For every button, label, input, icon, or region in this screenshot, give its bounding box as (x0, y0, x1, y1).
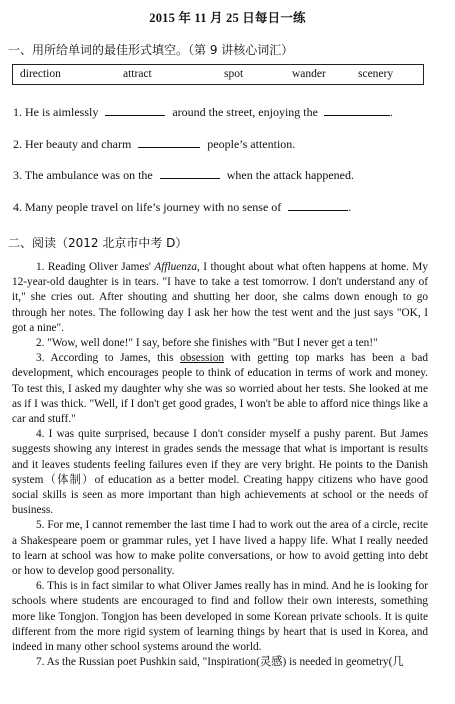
question-4: 4. Many people travel on life’s journey with no sense of . (13, 200, 352, 214)
section1-heading: 一、用所给单词的最佳形式填空。（第 9 讲核心词汇） (8, 43, 294, 57)
paragraph-2: 2. "Wow, well done!" I say, before she finishes with "But I never get a ten!" (36, 337, 378, 350)
paragraph-3: 3. According to James, this obsession with getting top marks has been a bad development, which encourages people to think of education in terms of work and money. To test this, I asked my daughter why she was so worried about her tests. She looked at me as if I was thick. "Well, if I don't get good grades, I won't be able to afford nice things like a car and stuff." (12, 352, 428, 426)
section2-heading: 二、阅读（2012 北京市中考 D） (8, 236, 188, 250)
paragraph-1: 1. Reading Oliver James' Affluenza, I thought about what often happens at home. My 12-year-old daughter is in tears. "I have to take a test tomorrow. I don't understand any of it," she cries out. After shouting and shutting her door, she calms down enough to go through her notes. The following day I ask her how the test went and the just says "OK, I got a nine". (12, 261, 428, 334)
answer-blank[interactable] (138, 136, 200, 148)
question-3: 3. The ambulance was on the when the attack happened. (13, 168, 355, 182)
word-bank-item: direction (20, 68, 61, 80)
paragraph-7: 7. As the Russian poet Pushkin said, "Inspiration(灵感) is needed in geometry(几 (36, 656, 404, 669)
answer-blank[interactable] (324, 104, 390, 116)
word-bank-box (12, 64, 424, 85)
word-bank-item: attract (123, 68, 152, 80)
word-bank-item: scenery (358, 68, 394, 80)
word-bank-item: spot (224, 68, 244, 80)
paragraph-6: 6. This is in fact similar to what Oliver James really has in mind. And he is looking for schools where students are encouraged to find and follow their own interests, something more like Tongjon. Tongjon has been developed in some Korean private schools. It is quite different from the more rigid system of learning things by heart that is used in Korea, and indeed in many other school systems around the world. (12, 580, 428, 654)
paragraph-5: 5. For me, I cannot remember the last time I had to work out the area of a circle, recite a Shakespeare poem or grammar rules, yet I have lived a happy life. What I really needed to learn at school was how to make polite conversations, or how to avoid getting into debt or how to develop good personality. (12, 519, 428, 578)
question-1: 1. He is aimlessly around the street, enjoying the . (13, 105, 393, 119)
answer-blank[interactable] (160, 167, 220, 179)
answer-blank[interactable] (288, 199, 348, 211)
reading-passage (12, 260, 428, 670)
answer-blank[interactable] (105, 104, 165, 116)
page-title: 2015 年 11 月 25 日每日一练 (149, 11, 306, 25)
question-2: 2. Her beauty and charm people’s attention. (13, 137, 296, 151)
word-bank-item: wander (292, 68, 326, 80)
paragraph-4: 4. I was quite surprised, because I don't consider myself a pushy parent. But James suggests showing any interest in grades sends the message that what is important is results and it leaves students feeling failures even if they are very bright. He points to the Danish system（体制）of education as a better model. Creating happy citizens who have good social skills is seen as more important than high achievements at school or the needs of business. (12, 428, 428, 517)
